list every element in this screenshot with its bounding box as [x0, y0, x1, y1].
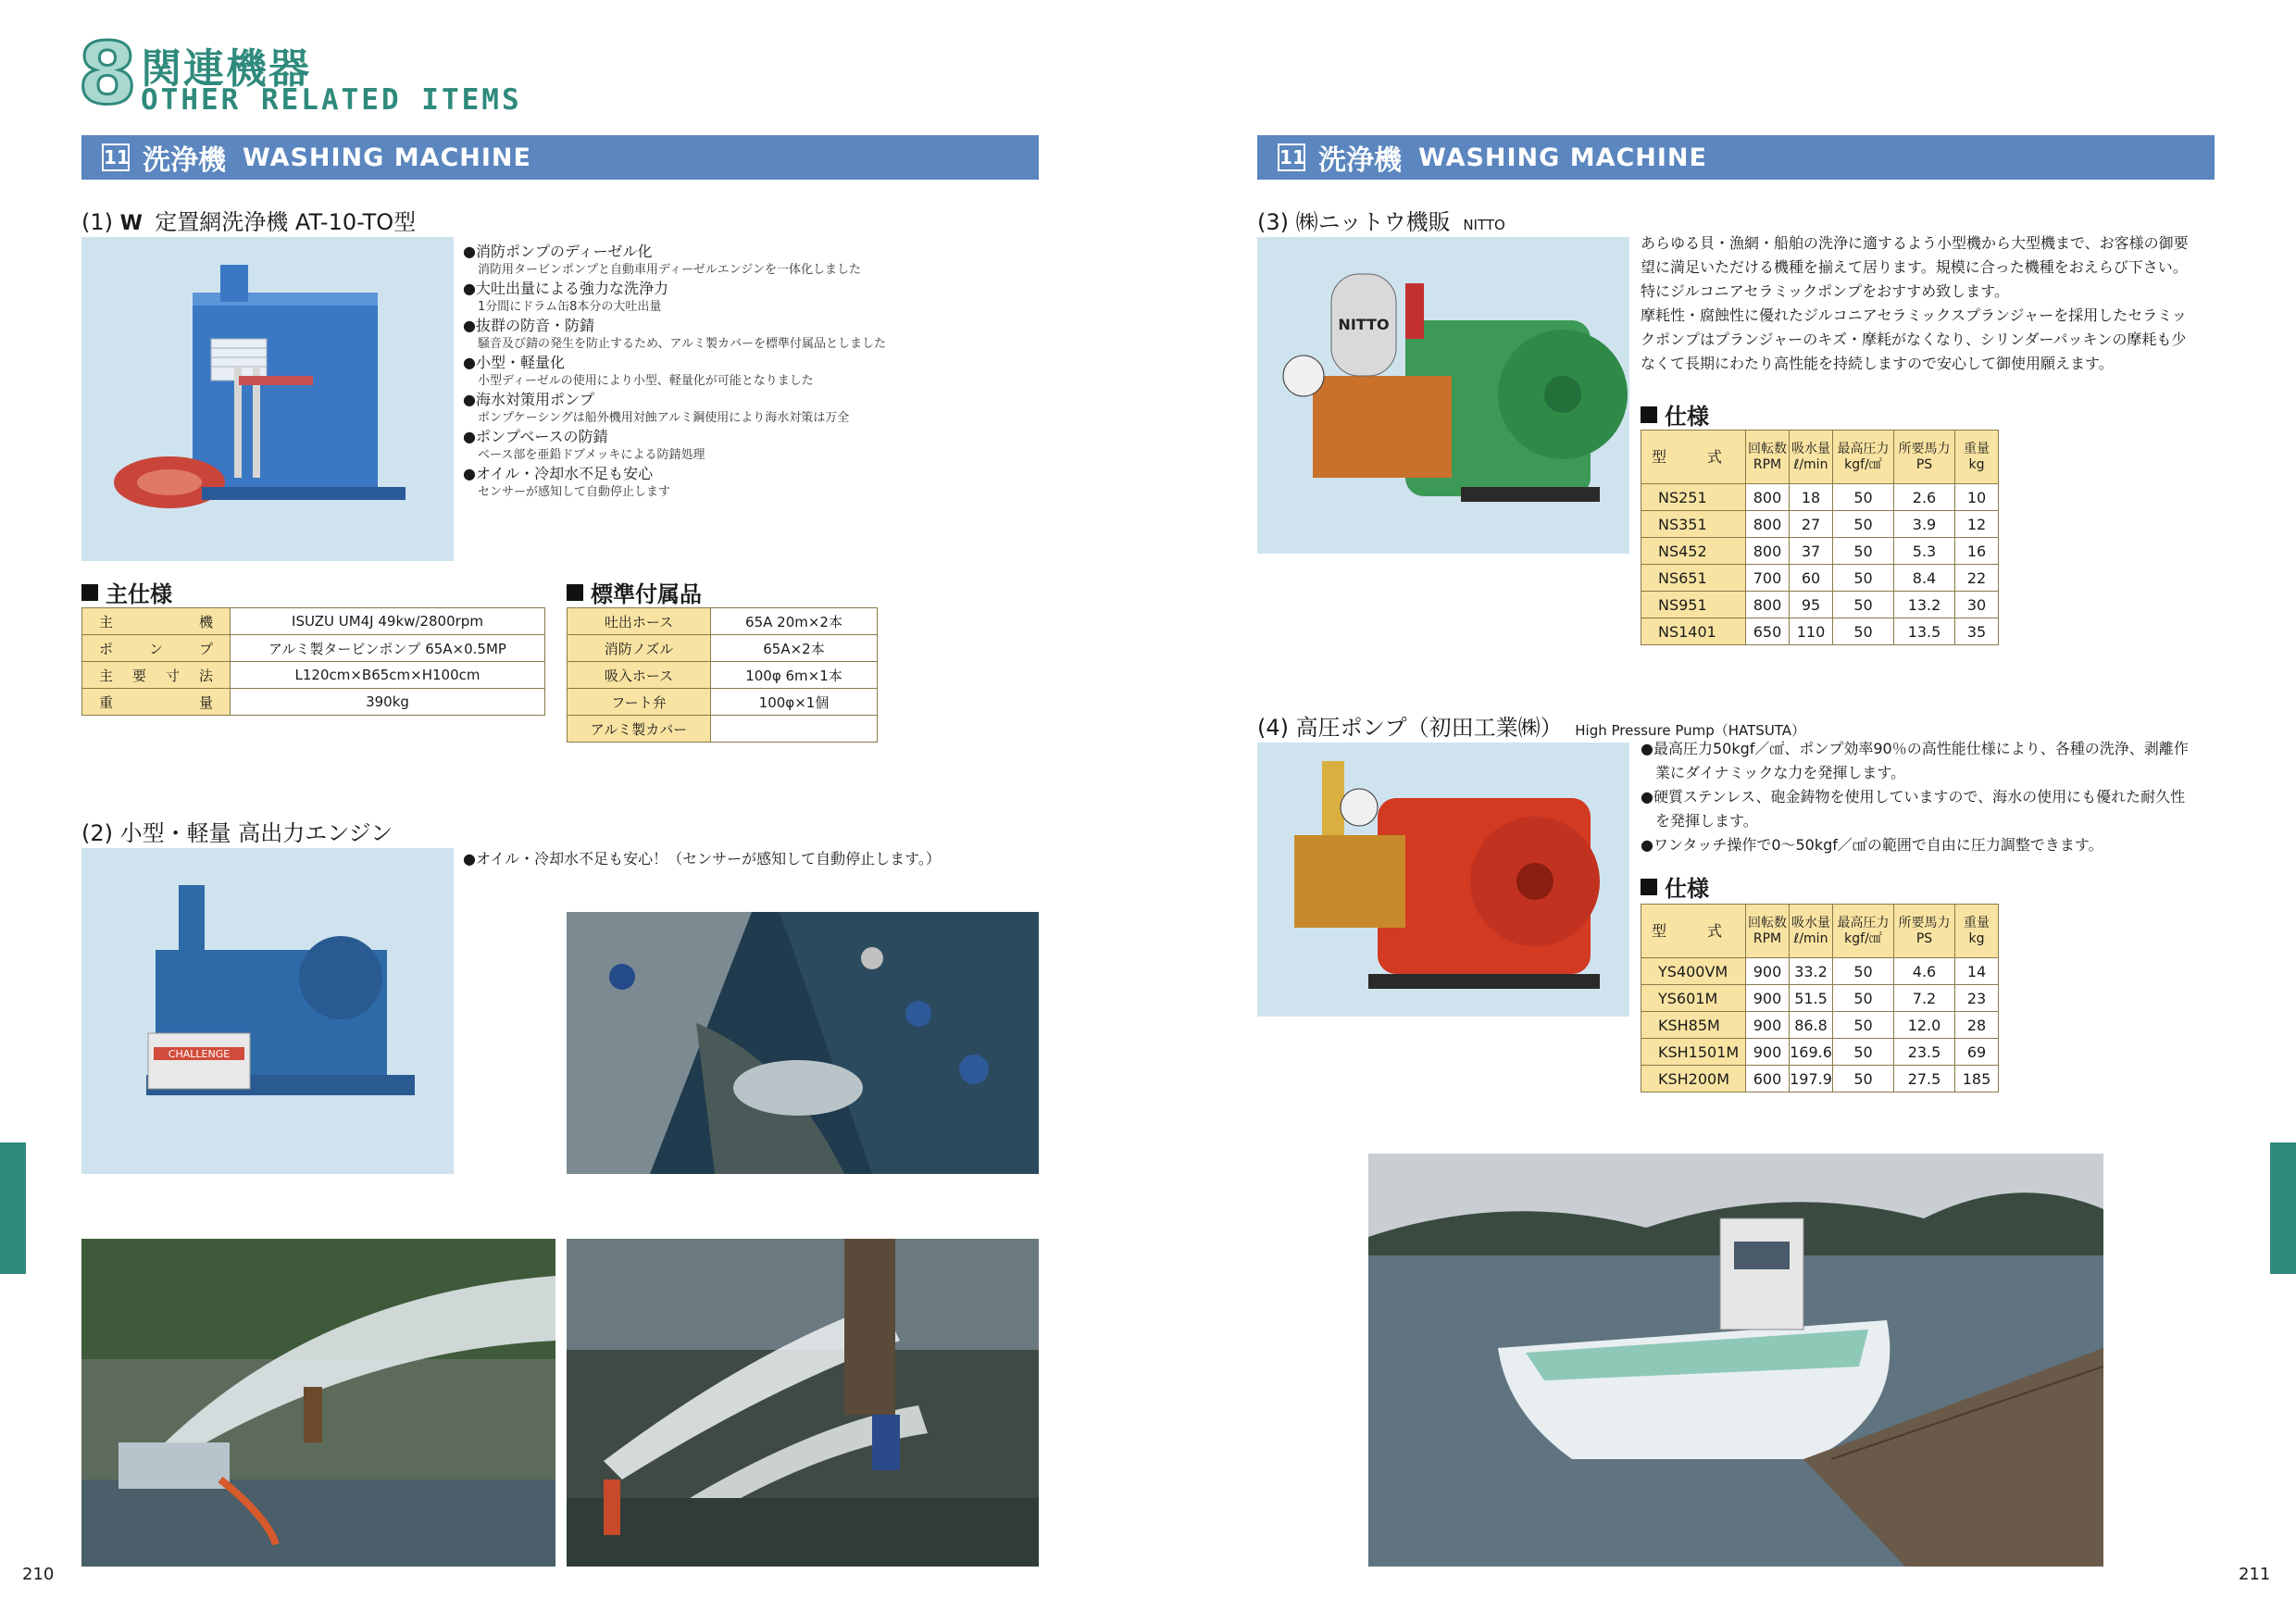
- table-row: 消防ノズル 65A×2本: [568, 635, 878, 662]
- engine-label: CHALLENGE: [168, 1048, 231, 1060]
- hatsuta-spec-table: [1641, 904, 1999, 1092]
- table-row: 重量 390kg: [82, 689, 545, 716]
- table-row: アルミ製カバー: [568, 716, 878, 743]
- item1-feature-list: [463, 241, 944, 504]
- square-bullet-icon: [1641, 406, 1657, 423]
- item1-index: (1): [81, 209, 113, 235]
- right-section-bar: [1257, 135, 2215, 180]
- spray-photo-2: [567, 1239, 1039, 1567]
- item3-description: あらゆる貝・漁網・船舶の洗浄に適するよう小型機から大型機まで、お客様の御要 望に満足いただける機種を揃えて居ります。規模に合った機種をおえらび下さい。 特にジルコニアセラミックポンプをおすすめ致します。 摩耗性・腐蝕性に優れたジルコニアセラミックスプランジャーを採用したセラミッ クポンプはプランジャーのキズ・摩耗がなくなり、シリンダーパッキンの摩耗も少 なくて長期にわたり高性能を持続しますので安心して御使用願えます。: [1641, 234, 2189, 372]
- feature: ●大吐出量による強力な洗浄力 1分間にドラム缶8本分の大吐出量: [463, 280, 668, 314]
- feature: ●海水対策用ポンプ ポンプケーシングは船外機用対蝕アルミ鋼使用により海水対策は万全: [463, 391, 850, 425]
- table-row: NS951 800 95 50 13.2 30: [1641, 592, 1999, 618]
- left-section-bar: [81, 135, 1039, 180]
- item3-spec-heading: 仕様: [1641, 398, 1709, 431]
- table-row: NS452 800 37 50 5.3 16: [1641, 538, 1999, 565]
- item2-feature: ●オイル・冷却水不足も安心！（センサーが感知して自動停止します。）: [463, 850, 941, 868]
- square-bullet-icon: [567, 584, 583, 601]
- nitto-label: NITTO: [1338, 316, 1390, 333]
- item3-heading: (3) ㈱ニットウ機販 NITTO: [1257, 209, 1505, 235]
- boat-photo: [1368, 1154, 2103, 1567]
- section-title-en: OTHER RELATED ITEMS: [141, 83, 522, 117]
- table-row: 吸入ホース 100φ 6m×1本: [568, 662, 878, 689]
- item2-heading: (2) 小型・軽量 高出力エンジン: [81, 820, 393, 846]
- engine-photo: [81, 848, 454, 1174]
- square-bullet-icon: [81, 584, 98, 601]
- feature: ●小型・軽量化 小型ディーゼルの使用により小型、軽量化が可能となりました: [463, 354, 814, 388]
- table-row: KSH1501M 900 169.6 50 23.5 69: [1641, 1039, 1999, 1066]
- item1-title: 定置網洗浄機 AT-10-TO型: [155, 209, 417, 235]
- table-row: YS400VM 900 33.2 50 4.6 14: [1641, 958, 1999, 985]
- table-row: 主要寸法 L120cm×B65cm×H100cm: [82, 662, 545, 689]
- bar-title-en: WASHING MACHINE: [1418, 143, 1707, 172]
- brand-logo-icon: W: [119, 212, 139, 235]
- bar-title-en: WASHING MACHINE: [243, 143, 531, 172]
- fish-net-photo: [567, 912, 1039, 1174]
- main-spec-table: [81, 607, 545, 716]
- table-row: NS1401 650 110 50 13.5 35: [1641, 618, 1999, 645]
- item4-feature-list: ●最高圧力50kgf／㎠、ポンプ効率90％の高性能仕様により、各種の洗浄、剥離作 業にダイナミックな力を発揮します。 ●硬質ステンレス、砲金鋳物を使用していますので、海水の使用にも優れた耐久性 を発揮します。 ●ワンタッチ操作で0〜50kgf／㎠の範囲で自由に圧力調整できます。: [1641, 740, 2189, 854]
- nitto-pump-photo: [1257, 237, 1629, 554]
- feature: ●ポンプベースの防錆 ベース部を亜鉛ドブメッキによる防錆処理: [463, 428, 705, 462]
- table-row: NS351 800 27 50 3.9 12: [1641, 511, 1999, 538]
- feature: ●オイル・冷却水不足も安心 センサーが感知して自動停止します: [463, 465, 671, 499]
- table-row: ポンプ アルミ製タービンポンプ 65A×0.5MP: [82, 635, 545, 662]
- bar-number: 11: [102, 144, 130, 171]
- square-bullet-icon: [1641, 879, 1657, 895]
- bar-title-jp: 洗浄機: [143, 144, 226, 177]
- feature: ●抜群の防音・防錆 騒音及び錆の発生を防止するため、アルミ製カバーを標準付属品としました: [463, 317, 886, 351]
- accessories-heading: 標準付属品: [567, 576, 702, 608]
- item1-heading: [81, 204, 416, 236]
- accessories-table: [567, 607, 878, 743]
- page-number-right: 211: [2239, 1565, 2271, 1584]
- main-spec-heading: 主仕様: [81, 576, 172, 608]
- item4-spec-heading: 仕様: [1641, 870, 1709, 903]
- spray-photo-1: [81, 1239, 555, 1567]
- item4-heading: (4) 高圧ポンプ（初田工業㈱） High Pressure Pump（HATSUTA）: [1257, 715, 1806, 741]
- page-edge-tab: [0, 1142, 26, 1274]
- table-row: フート弁 100φ×1個: [568, 689, 878, 716]
- hatsuta-pump-photo: [1257, 743, 1629, 1017]
- table-row: KSH85M 900 86.8 50 12.0 28: [1641, 1012, 1999, 1039]
- table-header-row: 型 式 回転数 RPM 吸水量 ℓ/min 最高圧力 kgf/㎠ 所要馬力 PS 重量 kg: [1641, 431, 1999, 484]
- table-header-row: 型 式 回転数 RPM 吸水量 ℓ/min 最高圧力 kgf/㎠ 所要馬力 PS 重量 kg: [1641, 905, 1999, 958]
- table-row: YS601M 900 51.5 50 7.2 23: [1641, 985, 1999, 1012]
- table-row: KSH200M 600 197.9 50 27.5 185: [1641, 1066, 1999, 1092]
- nitto-spec-table: [1641, 430, 1999, 645]
- section-title-jp: 関連機器: [141, 45, 311, 93]
- table-row: NS651 700 60 50 8.4 22: [1641, 565, 1999, 592]
- feature: ●消防ポンプのディーゼル化 消防用タービンポンプと自動車用ディーゼルエンジンを一体化しました: [463, 243, 862, 277]
- washing-machine-photo: [81, 237, 454, 561]
- section-number: 8: [78, 24, 138, 123]
- table-row: 吐出ホース 65A 20m×2本: [568, 608, 878, 635]
- table-row: 主機 ISUZU UM4J 49kw/2800rpm: [82, 608, 545, 635]
- table-row: NS251 800 18 50 2.6 10: [1641, 484, 1999, 511]
- page-edge-tab: [2270, 1142, 2296, 1274]
- bar-title-jp: 洗浄機: [1318, 144, 1402, 177]
- bar-number: 11: [1278, 144, 1305, 171]
- page-number-left: 210: [22, 1565, 55, 1584]
